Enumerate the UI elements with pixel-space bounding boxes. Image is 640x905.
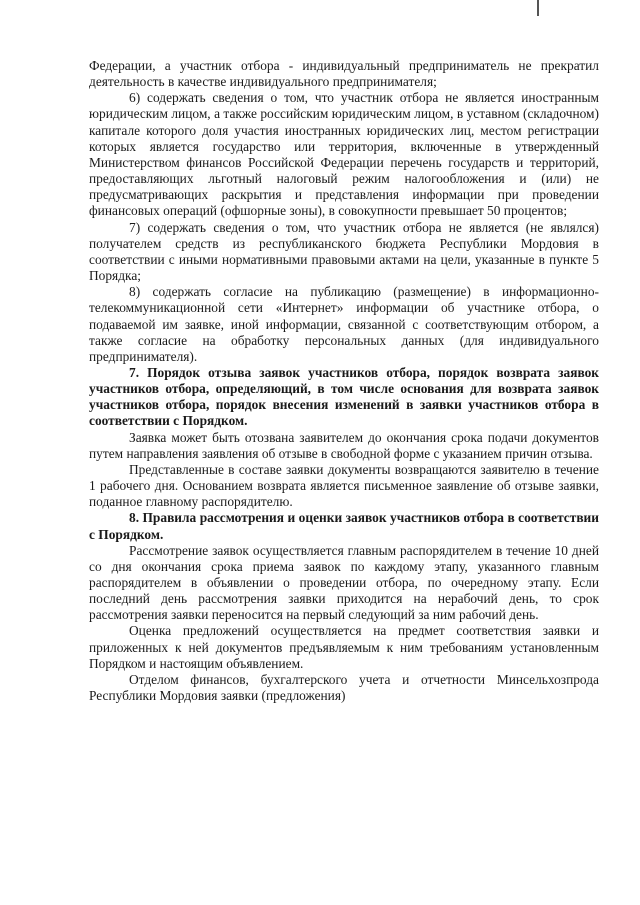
paragraph-department: Отделом финансов, бухгалтерского учета и отчетности Минсельхозпрода Республики Мордовия заявки (предложения) (89, 671, 599, 704)
page-edge-mark (537, 0, 539, 16)
paragraph-review: Рассмотрение заявок осуществляется главным распорядителем в течение 10 дней со дня окончания срока приема заявок по каждому этапу, указанного главным распорядителем в объявлении о проведении отбора, по очередному этапу. Если последний день рассмотрения заявки приходится на нерабочий день, то срок рассмотрения заявки переносится на первый следующий за ним рабочий день. (89, 542, 599, 623)
paragraph-item-8: 8) содержать согласие на публикацию (размещение) в информационно-телекоммуникационной сети «Интернет» информации об участнике отбора, о подаваемой им заявке, иной информации, связанной с соответствующим отбором, а также согласие на обработку персональных данных (для индивидуального предпринимателя). (89, 284, 599, 364)
section-heading-7: 7. Порядок отзыва заявок участников отбора, порядок возврата заявок участников отбора, определяющий, в том числе основания для возврата заявок участников отбора, порядок внесения изменений в заявки участников отбора в соответствии с Порядком. (89, 364, 599, 429)
document-body (89, 58, 599, 704)
paragraph-continuation: Федерации, а участник отбора - индивидуальный предприниматель не прекратил деятельность в качестве индивидуального предпринимателя; (89, 58, 599, 90)
paragraph-item-6: 6) содержать сведения о том, что участник отбора не является иностранным юридическим лицом, а также российским юридическим лицом, в уставном (складочном) капитале которого доля участия иностранных юридических лиц, местом регистрации которых является государство или территория, включенные в утвержденный Министерством финансов Российской Федерации перечень государств и территорий, предоставляющих льготный налоговый режим налогообложения и (или) не предусматривающих раскрытия и представления информации при проведении финансовых операций (офшорные зоны), в совокупности превышает 50 процентов; (89, 90, 599, 219)
paragraph-item-7: 7) содержать сведения о том, что участник отбора не является (не являлся) получателем средств из республиканского бюджета Республики Мордовия в соответствии с иными нормативными правовыми актами на цели, указанные в пункте 5 Порядка; (89, 219, 599, 284)
paragraph-withdrawal: Заявка может быть отозвана заявителем до окончания срока подачи документов путем направления заявления об отзыве в свободной форме с указанием причин отзыва. (89, 429, 599, 461)
section-heading-8: 8. Правила рассмотрения и оценки заявок участников отбора в соответствии с Порядком. (89, 510, 599, 542)
paragraph-evaluation: Оценка предложений осуществляется на предмет соответствия заявки и приложенных к ней документов предъявляемым к ним требованиям установленным Порядком и настоящим объявлением. (89, 623, 599, 671)
paragraph-return: Представленные в составе заявки документы возвращаются заявителю в течение 1 рабочего дня. Основанием возврата является письменное заявление об отзыве заявки, поданное главному распорядителю. (89, 461, 599, 510)
